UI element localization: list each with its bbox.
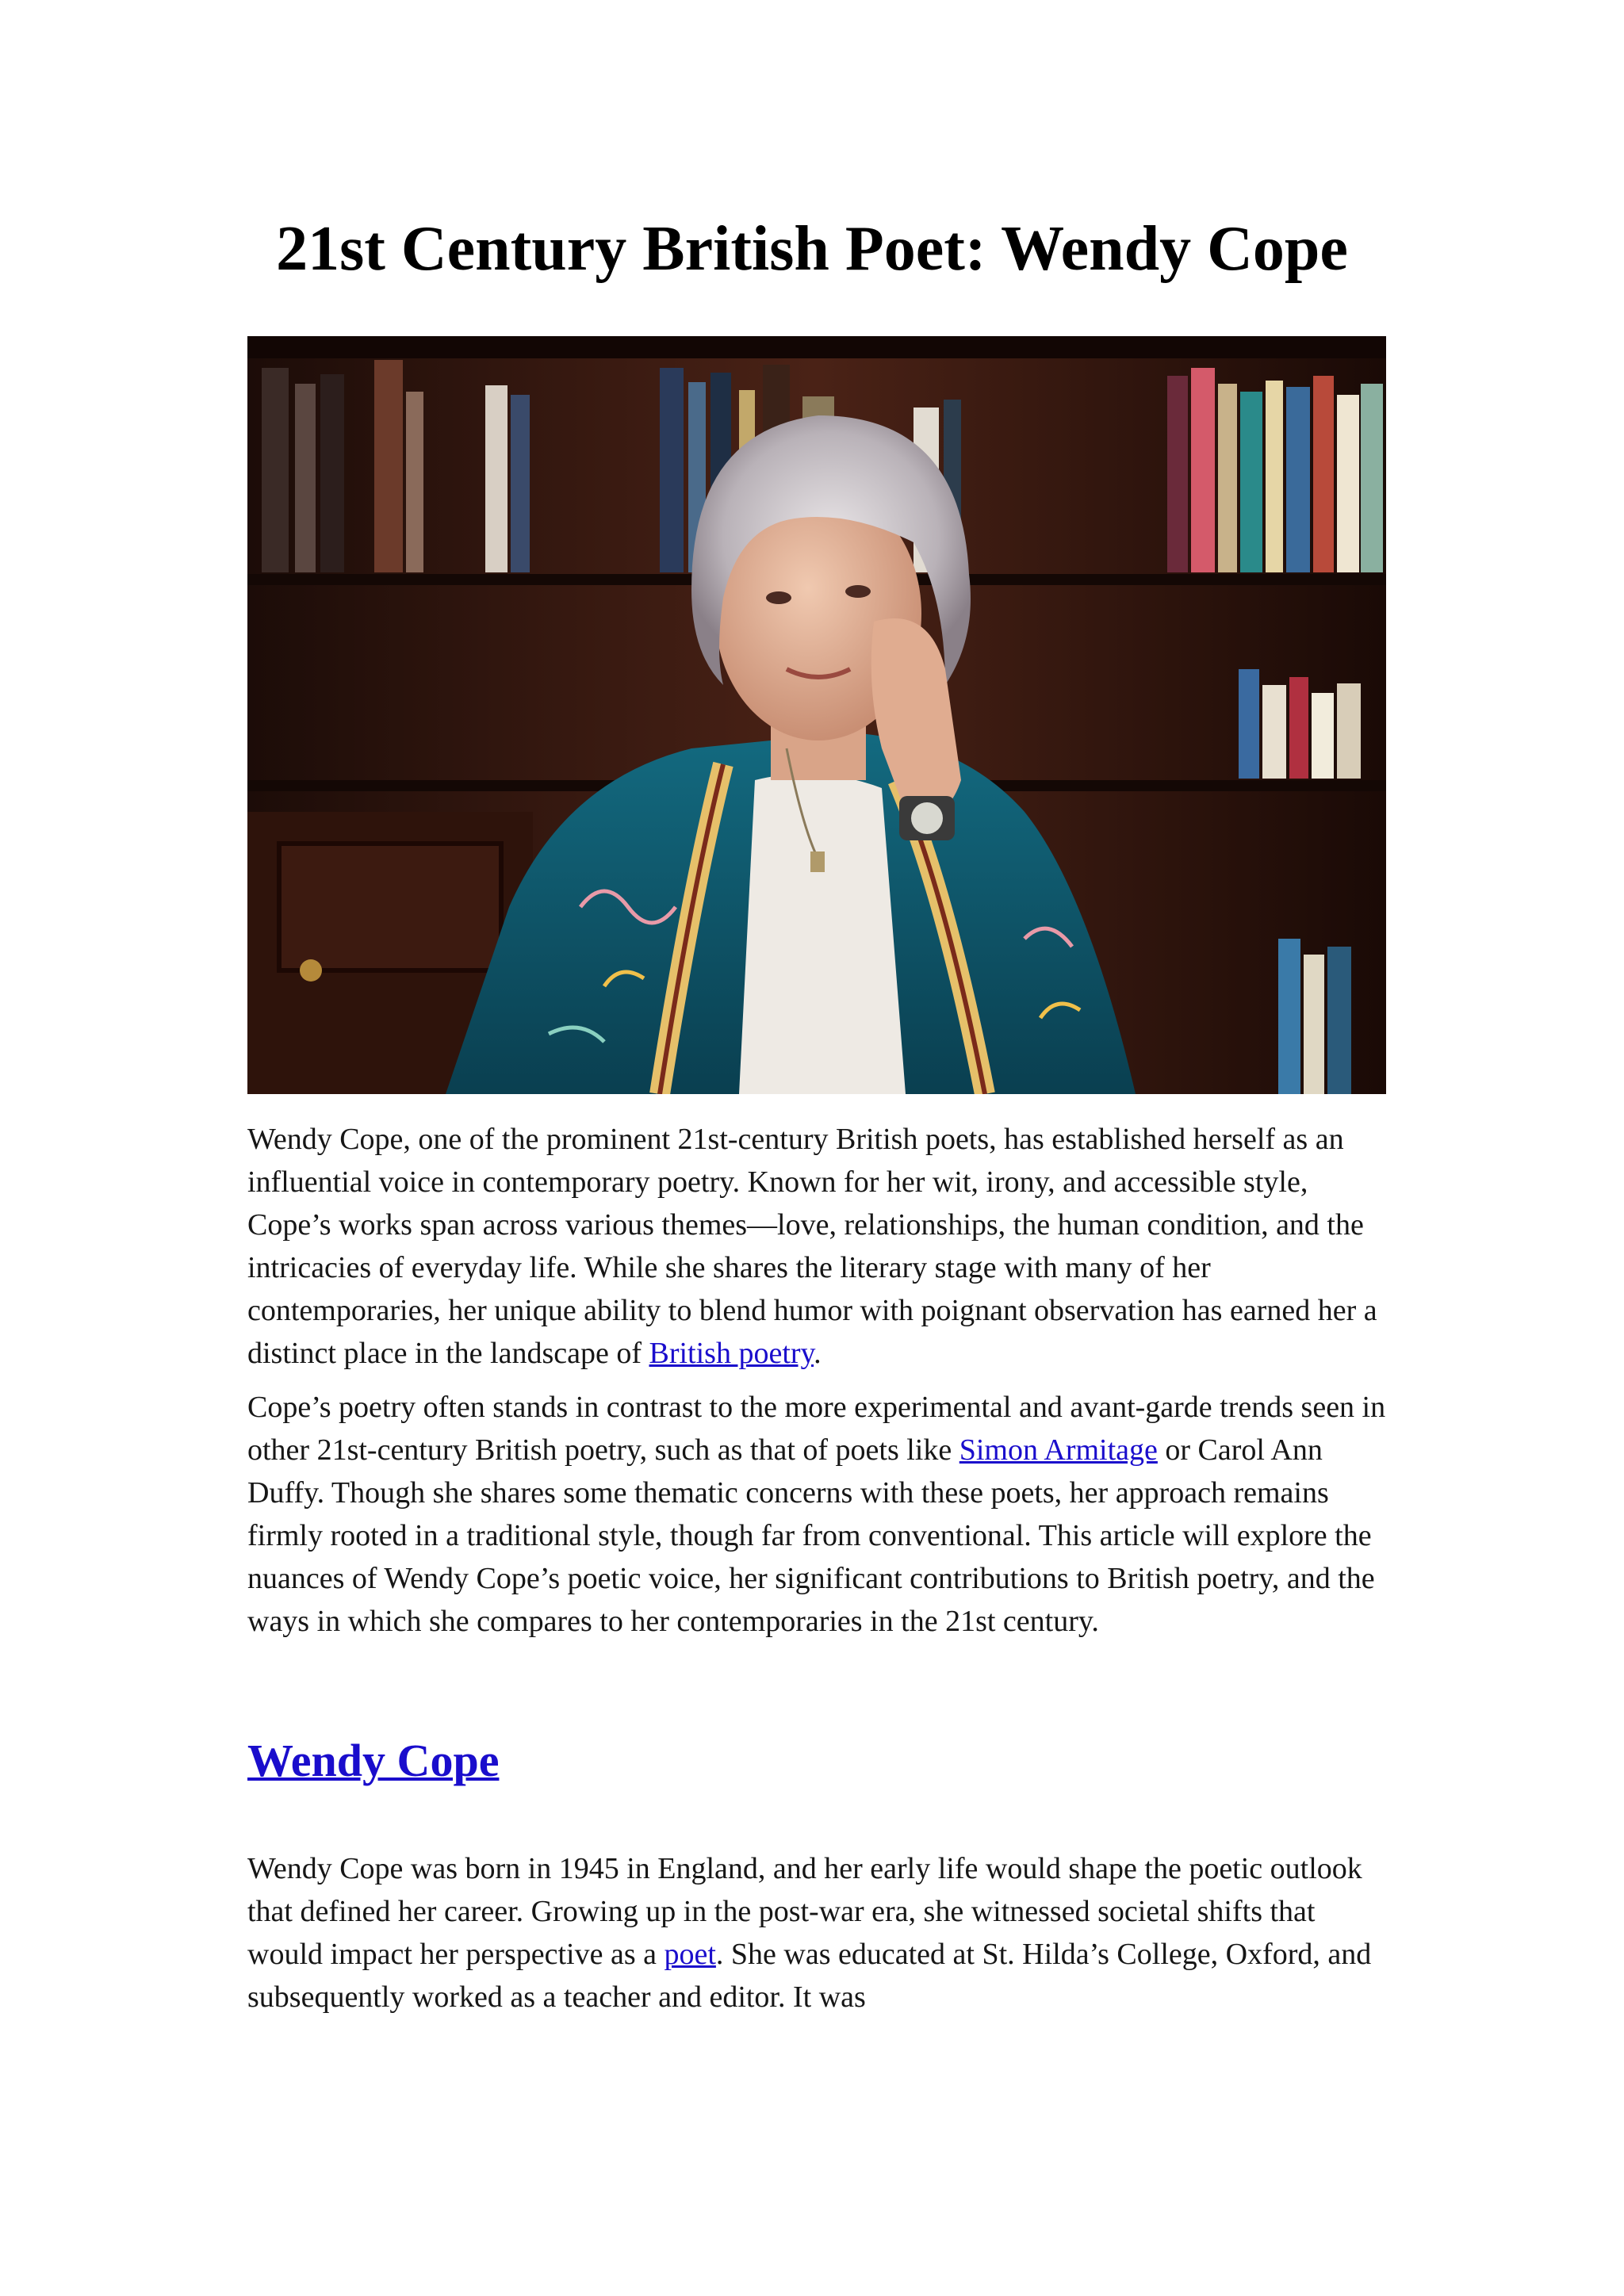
poet-link[interactable]: poet: [664, 1938, 716, 1971]
intro-text-end: .: [814, 1337, 822, 1370]
british-poetry-link[interactable]: British poetry: [649, 1337, 814, 1370]
intro-paragraph: [247, 1118, 1389, 1375]
biography-paragraph: [247, 1847, 1389, 2019]
biography-text: Wendy Cope was born in 1945 in England, and her early life would shape the poetic outlook that defined her career. Growing up in the post-war era, she witnessed societal shifts that would impact her perspective as a: [247, 1852, 1362, 1971]
page-title: 21st Century British Poet: Wendy Cope: [276, 214, 1348, 284]
wendy-cope-heading-link[interactable]: Wendy Cope: [247, 1735, 500, 1786]
contrast-paragraph: [247, 1386, 1389, 1643]
intro-text: Wendy Cope, one of the prominent 21st-century British poets, has established herself as an influential voice in contemporary poetry. Known for her wit, irony, and accessible style, Cope’s works span across various themes—love, relationships, the human condition, and the intricacies of everyday life. While she shares the literary stage with many of her contemporaries, her unique ability to blend humor with poignant observation has earned her a distinct place in the landscape of: [247, 1123, 1377, 1370]
section-heading: [247, 1733, 499, 1789]
simon-armitage-link[interactable]: Simon Armitage: [959, 1433, 1158, 1467]
contrast-text-end: or Carol Ann Duffy. Though she shares some thematic concerns with these poets, her approach remains firmly rooted in a traditional style, though far from conventional. This article will explore the nuances of Wendy Cope’s poetic voice, her significant contributions to British poetry, and the ways in which she compares to her contemporaries in the 21st century.: [247, 1433, 1375, 1638]
poet-portrait-image: [247, 336, 1386, 1094]
contrast-text: Cope’s poetry often stands in contrast to the more experimental and avant-garde trends seen in other 21st-century British poetry, such as that of poets like: [247, 1391, 1386, 1467]
biography-text-end: . She was educated at St. Hilda’s College, Oxford, and subsequently worked as a teacher and editor. It was: [247, 1938, 1372, 2014]
